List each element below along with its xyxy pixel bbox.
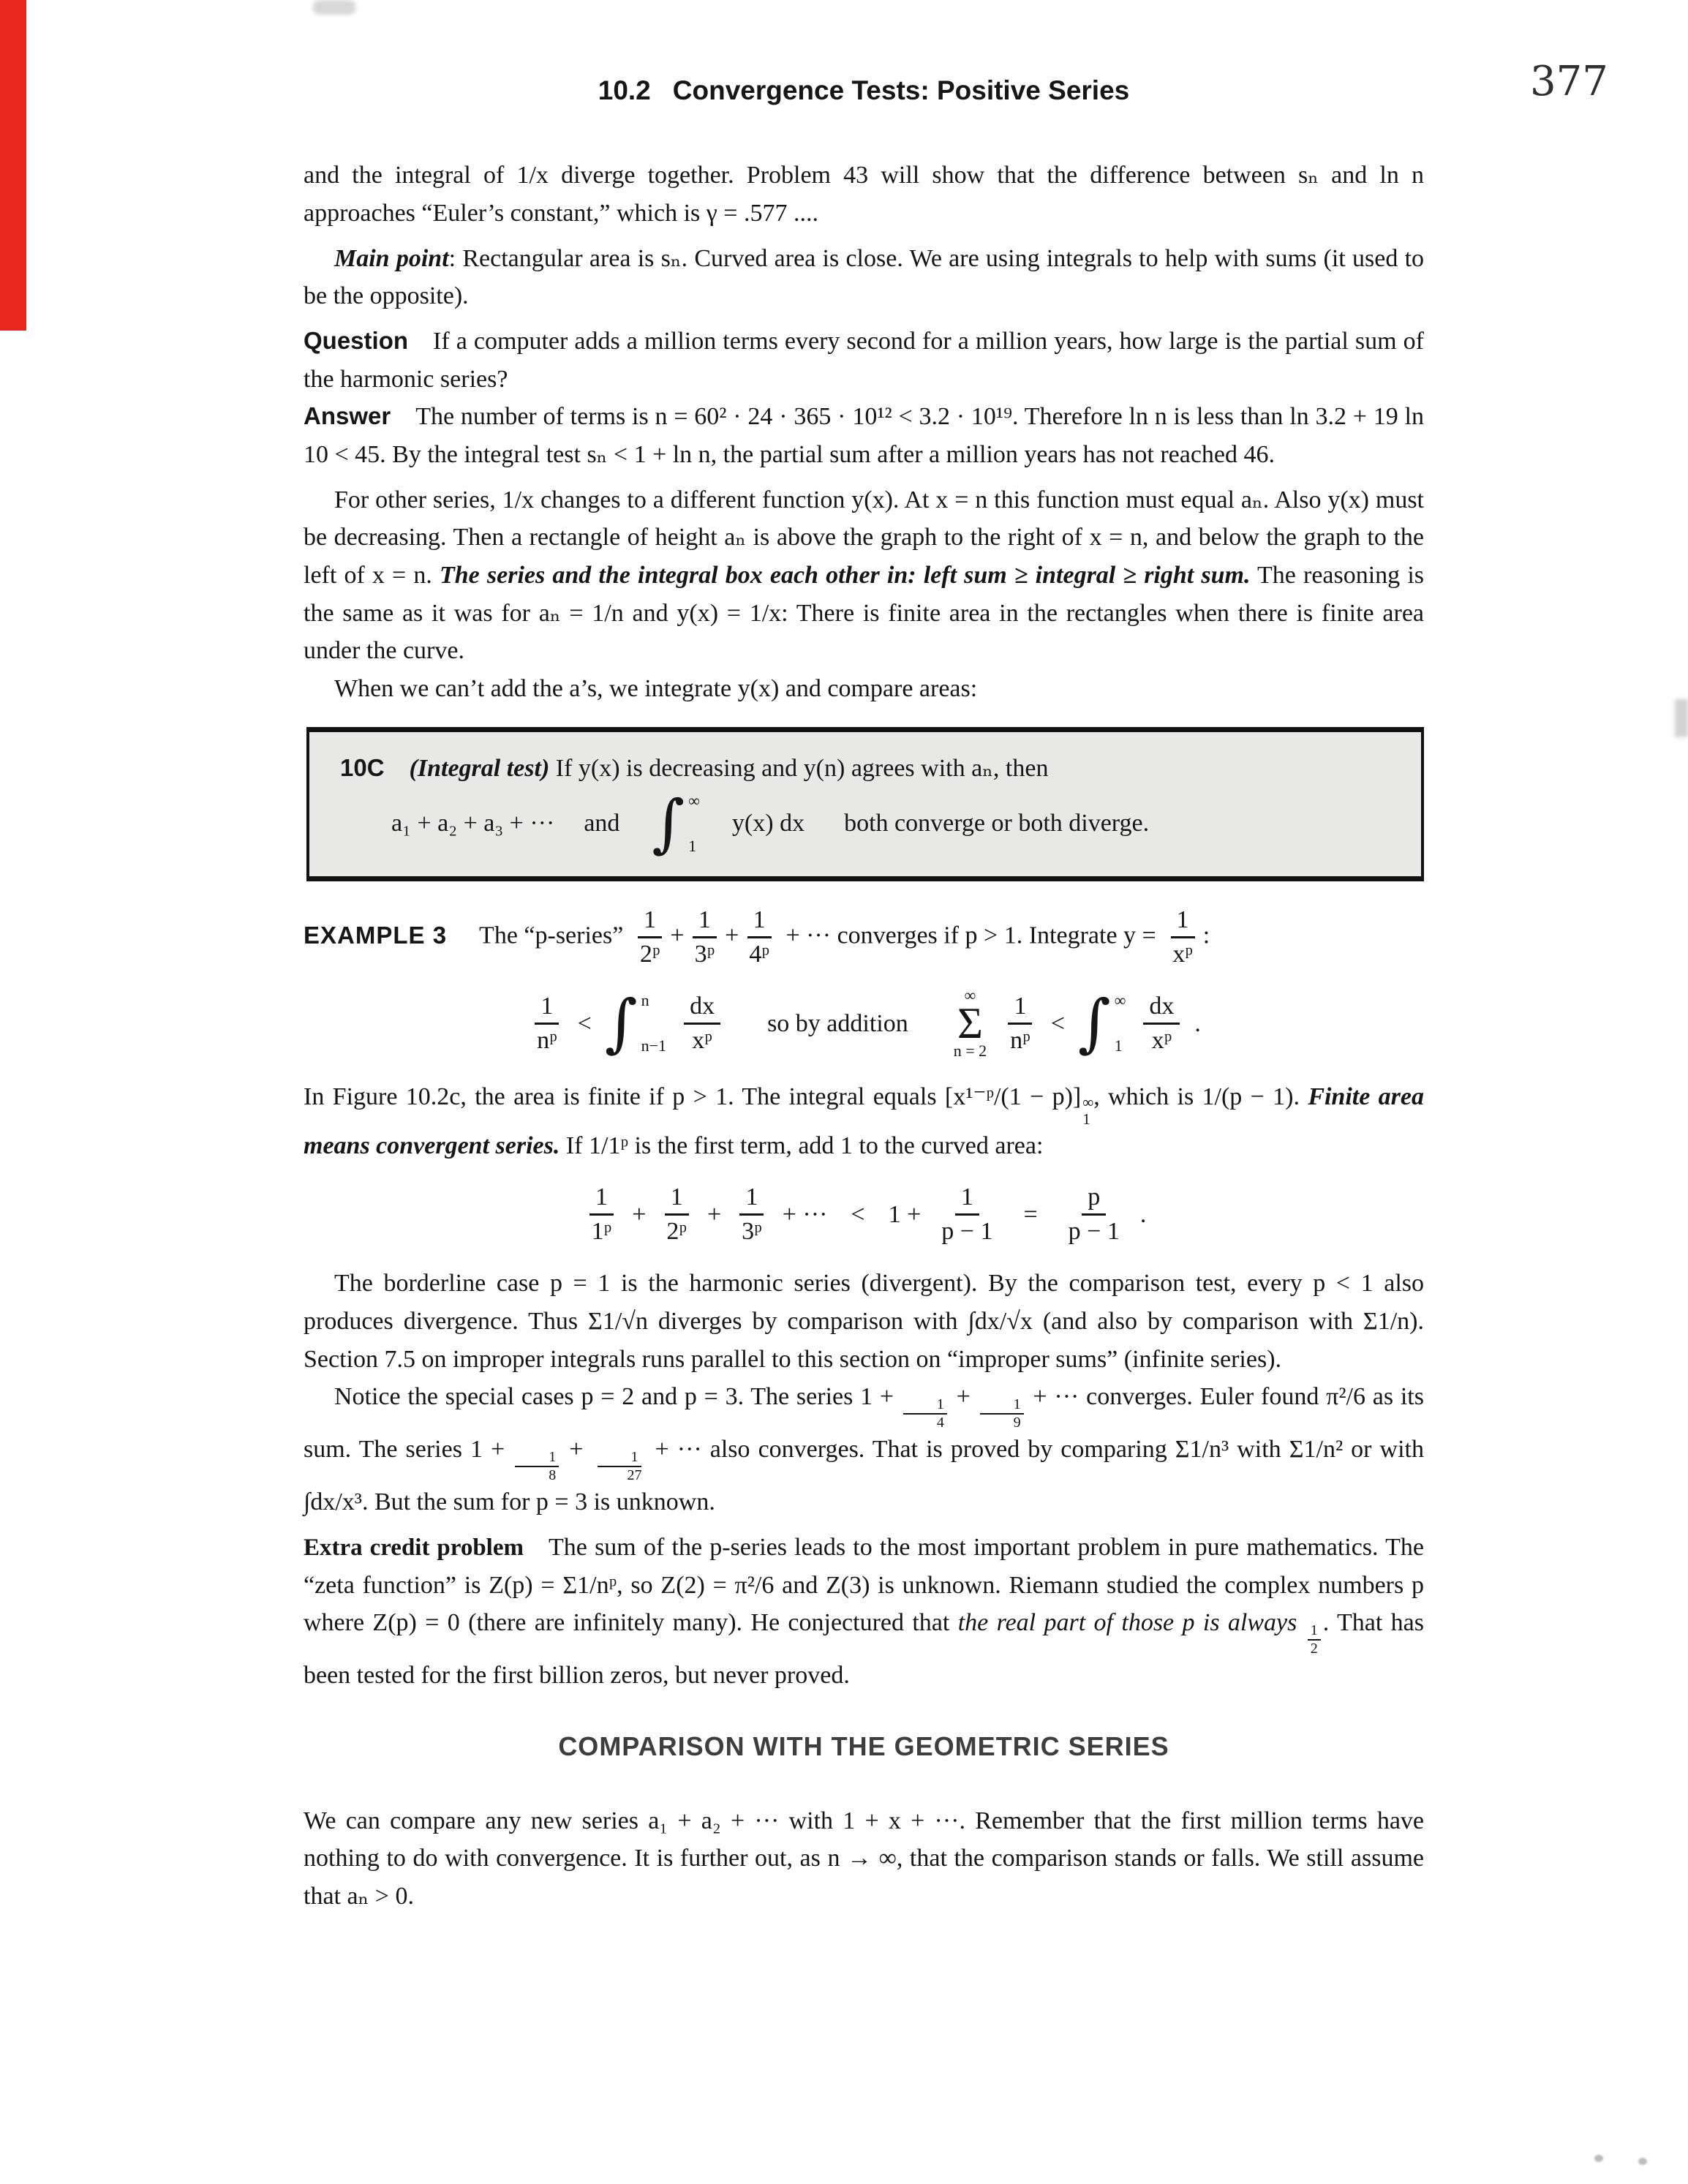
fraction-denominator: xᵖ (692, 1026, 712, 1054)
conclusion-text: both converge or both diverge. (844, 810, 1150, 837)
text-run: + ··· also converges. That is proved by comparing Σ1/n³ with Σ1/n² or with ∫dx/x³. But the sum for p = 3 is unknown. (304, 1436, 1424, 1516)
fraction-denominator: 4ᵖ (749, 941, 769, 968)
box-heading-line (340, 750, 1390, 788)
fraction (684, 993, 720, 1055)
paragraph-special-cases (304, 1378, 1424, 1521)
integral-sign: ∫ (604, 987, 638, 1061)
sigma-sign: Σ (957, 999, 983, 1048)
fraction (1167, 906, 1199, 968)
emphasis-run: Finite area means convergent series. (304, 1083, 1424, 1159)
summation-with-limits (954, 987, 987, 1059)
paragraph-extra-credit (304, 1529, 1424, 1695)
integral-upper-limit: ∞ (1114, 991, 1126, 1010)
fraction (1308, 1623, 1321, 1657)
integral-with-limits (652, 786, 700, 860)
fraction-numerator: 1 (515, 1450, 559, 1467)
scan-smudge-artifact (313, 0, 355, 15)
scan-dot-artifact (1594, 2155, 1603, 2162)
integrand: y(x) dx (731, 810, 805, 837)
operator: = (1023, 1200, 1038, 1228)
operator: < (851, 1200, 865, 1228)
text-run: If a computer adds a million terms every second for a million years, how large is the partial sum of the harmonic series? (304, 327, 1424, 393)
paragraph-answer (304, 398, 1424, 473)
text-run: If y(x) is decreasing and y(n) agrees with aₙ, then (555, 754, 1049, 782)
question-label: Question (304, 326, 409, 354)
text-column (304, 70, 1424, 1923)
integral-lower-limit: 1 (1114, 1036, 1123, 1055)
paragraph-figure-102c (304, 1078, 1424, 1164)
text-run: + ··· converges. Euler found π²/6 as its sum. The series 1 + (304, 1383, 1424, 1464)
sum-lower-limit: n = 2 (953, 1042, 987, 1061)
running-header (304, 70, 1424, 111)
answer-label: Answer (304, 402, 391, 430)
text-run: The borderline case p = 1 is the harmonic series (divergent). By the comparison test, every p < 1 also produces divergence. Thus Σ1/√n diverges by comparison with ∫dx/√x (and also by comparison with Σ1/n). Section 7.5 on improper integrals runs parallel to this section on “improper sums” (infinite series). (304, 1270, 1424, 1373)
text-run: Notice the special cases p = 2 and p = 3. The series 1 + (334, 1383, 901, 1411)
fraction (1004, 993, 1036, 1055)
fraction-numerator: 1 (535, 993, 559, 1025)
fraction-numerator: 1 (1171, 906, 1195, 938)
text-run: 1 + (888, 1200, 922, 1228)
text-run: We can compare any new series a₁ + a₂ + ··· with 1 + x + ···. Remember that the first million terms have nothing to do with convergence. It is further out, as n → ∞, that the comparison stands or falls. We still assume that aₙ > 0. (304, 1807, 1424, 1910)
fraction-denominator: 9 (1013, 1415, 1021, 1431)
sum-upper-limit: ∞ (964, 986, 976, 1005)
section-title: Convergence Tests: Positive Series (672, 75, 1130, 105)
paragraph-when-we-cant-add (304, 670, 1424, 708)
fraction (1063, 1183, 1126, 1246)
box-equation (391, 786, 1390, 860)
integral-sign: ∫ (1077, 987, 1111, 1061)
text-run: , which is 1/(p − 1). (1093, 1083, 1308, 1111)
fraction-denominator: 2 (1310, 1641, 1318, 1657)
fraction-numerator: 1 (955, 1183, 979, 1216)
section-heading-comparison: COMPARISON WITH THE GEOMETRIC SERIES (558, 1731, 1169, 1762)
operator: + (707, 1200, 722, 1228)
text-run: . That has been tested for the first billion zeros, but never proved. (304, 1609, 1425, 1690)
fraction (980, 1397, 1024, 1431)
box-tag: 10C (340, 753, 385, 781)
operator: + ··· (782, 1200, 828, 1228)
punctuation: . (1194, 1009, 1201, 1037)
text-run: For other series, 1/x changes to a different function y(x). At x = n this function must equal aₙ. Also y(x) must be decreasing. Then a rectangle of height aₙ is above the graph to the right of x = n, and below the graph to the left of x = n. (304, 486, 1424, 589)
box-test-name: (Integral test) (409, 754, 550, 782)
main-point-label: Main point (334, 244, 449, 272)
fraction-denominator: p − 1 (1068, 1218, 1120, 1246)
lower-limit: 1 (1082, 1110, 1090, 1128)
bracket-limits (1082, 1094, 1093, 1126)
text-run: The reasoning is the same as it was for aₙ = 1/n and y(x) = 1/x: There is finite area in the rectangles when there is finite area under the curve. (304, 561, 1424, 665)
page-number: 377 (1530, 58, 1608, 105)
equation-integral-comparison (304, 987, 1424, 1059)
fraction-numerator: 1 (589, 1183, 614, 1216)
fraction-denominator: 3ᵖ (694, 941, 715, 968)
paragraph-borderline-case (304, 1265, 1424, 1378)
integral-limits (688, 793, 700, 854)
operator: < (577, 1009, 592, 1037)
integral-upper-limit: ∞ (688, 791, 700, 810)
fraction-denominator: 1ᵖ (591, 1218, 612, 1246)
text-run: If 1/1ᵖ is the first term, add 1 to the curved area: (559, 1131, 1044, 1159)
fraction-numerator: 1 (980, 1397, 1024, 1415)
fraction-numerator: 1 (665, 1183, 689, 1216)
emphasis-run: the real part of those p is always (957, 1609, 1305, 1637)
operator: + (632, 1200, 647, 1228)
text-run: + ··· converges if p > 1. Integrate y = (785, 922, 1156, 949)
fraction (743, 906, 775, 968)
fraction-numerator: 1 (693, 906, 717, 938)
paragraph-continuation (304, 157, 1424, 232)
fraction-denominator: 2ᵖ (639, 941, 660, 968)
integral-with-limits (604, 987, 667, 1061)
paragraph-compare-series (304, 1802, 1424, 1916)
fraction-denominator: xᵖ (1172, 941, 1193, 968)
fraction-numerator: p (1082, 1183, 1106, 1216)
punctuation: . (1139, 1200, 1147, 1228)
fraction-numerator: 1 (747, 906, 772, 938)
and-word: and (584, 810, 620, 837)
paragraph-question (304, 323, 1424, 398)
fraction-numerator: 1 (903, 1397, 947, 1415)
text-run: When we can’t add the a’s, we integrate y(x) and compare areas: (334, 674, 978, 702)
fraction-numerator: 1 (1008, 993, 1032, 1025)
fraction (903, 1397, 947, 1431)
fraction-denominator: nᵖ (1010, 1026, 1030, 1054)
fraction (660, 1183, 693, 1246)
paragraph-example-3 (304, 906, 1424, 968)
fraction (634, 906, 666, 968)
integral-sign: ∫ (652, 786, 685, 860)
integral-with-limits (1077, 987, 1126, 1061)
integral-lower-limit: 1 (688, 837, 697, 856)
equation-p-series-bound (304, 1183, 1424, 1246)
scan-red-edge-artifact (0, 0, 26, 331)
fraction-denominator: nᵖ (537, 1026, 557, 1054)
paragraph-for-other-series (304, 481, 1424, 670)
fraction-denominator: xᵖ (1151, 1026, 1172, 1054)
operator: + (949, 1383, 978, 1411)
fraction-numerator: 1 (638, 906, 662, 938)
fraction-numerator: dx (1143, 993, 1180, 1025)
fraction-denominator: 4 (936, 1415, 944, 1431)
fraction-denominator: p − 1 (941, 1218, 993, 1246)
fraction-denominator: 8 (549, 1467, 557, 1484)
fraction-numerator: dx (684, 993, 720, 1025)
fraction (531, 993, 563, 1055)
section-number: 10.2 (598, 75, 651, 105)
text-run: so by addition (767, 1009, 908, 1037)
fraction-numerator: 1 (739, 1183, 764, 1216)
fraction (586, 1183, 618, 1246)
fraction-denominator: 27 (627, 1467, 642, 1484)
integral-limits (1115, 993, 1126, 1054)
fraction (736, 1183, 768, 1246)
extra-credit-label: Extra credit problem (304, 1535, 524, 1562)
scan-dot-artifact (1638, 2158, 1647, 2165)
scan-smudge-artifact (1675, 699, 1688, 737)
integral-test-box (306, 727, 1424, 882)
operator: + (670, 922, 685, 949)
upper-limit: ∞ (1082, 1093, 1094, 1112)
text-run: and the integral of 1/x diverge together. Problem 43 will show that the difference between sₙ and ln n approaches “Euler’s constant,” which is γ = .577 .... (304, 162, 1424, 227)
text-run: The number of terms is n = 60² · 24 · 365 · 10¹² < 3.2 · 10¹⁹. Therefore ln n is less than ln 3.2 + 19 ln 10 < 45. By the integral test sₙ < 1 + ln n, the partial sum after a million years has not reached 46. (304, 403, 1424, 468)
series-term: a₁ + a₂ + a₃ + ··· (391, 810, 555, 837)
fraction-denominator: 3ᵖ (742, 1218, 762, 1246)
fraction (1143, 993, 1180, 1055)
emphasis-run: The series and the integral box each other in: left sum ≥ integral ≥ right sum. (440, 561, 1251, 589)
integral-lower-limit: n−1 (641, 1036, 667, 1055)
fraction-numerator: 1 (598, 1450, 641, 1467)
fraction (515, 1450, 559, 1483)
fraction-denominator: 2ᵖ (666, 1218, 687, 1246)
integral-upper-limit: n (641, 991, 649, 1010)
operator: + (725, 922, 739, 949)
integral-limits (641, 993, 666, 1054)
paragraph-main-point (304, 240, 1424, 315)
fraction-numerator: 1 (1308, 1623, 1321, 1641)
fraction (689, 906, 721, 968)
example-label: EXAMPLE 3 (304, 921, 448, 949)
operator: < (1050, 1009, 1065, 1037)
operator: + (561, 1436, 592, 1464)
fraction (935, 1183, 998, 1246)
text-run: In Figure 10.2c, the area is finite if p > 1. The integral equals [x¹⁻ᵖ/(1 − p)] (304, 1083, 1082, 1111)
text-run: : Rectangular area is sₙ. Curved area is close. We are using integrals to help with sums (it used to be the opposite). (304, 244, 1425, 310)
fraction (594, 1450, 645, 1483)
text-run: The “p-series” (479, 922, 624, 949)
text-run: : (1202, 922, 1210, 949)
text-run: The sum of the p-series leads to the most important problem in pure mathematics. The “zeta function” is Z(p) = Σ1/nᵖ, so Z(2) = π²/6 and Z(3) is unknown. Riemann studied the complex numbers p where Z(p) = 0 (there are infinitely many). He conjectured that (304, 1534, 1424, 1637)
